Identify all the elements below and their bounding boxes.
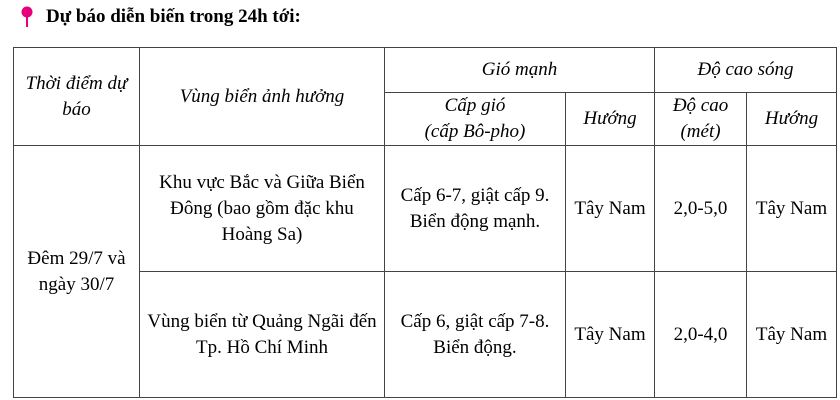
- wave-direction-cell: Tây Nam: [747, 272, 837, 398]
- map-pin-icon: [20, 6, 34, 28]
- header-wind: Gió mạnh: [385, 48, 655, 93]
- wind-level-cell: Cấp 6, giật cấp 7-8. Biển động.: [385, 272, 566, 398]
- wave-direction-cell: Tây Nam: [747, 146, 837, 272]
- wave-height-cell: 2,0-4,0: [655, 272, 747, 398]
- header-wind-level-label: Cấp gió: [444, 95, 506, 116]
- header-wave-direction: Hướng: [747, 93, 837, 146]
- header-wind-level: [385, 93, 566, 146]
- header-row: [14, 48, 837, 93]
- area-cell: Vùng biển từ Quảng Ngãi đến Tp. Hồ Chí Minh: [140, 272, 385, 398]
- wind-level-cell: Cấp 6-7, giật cấp 9. Biển động mạnh.: [385, 146, 566, 272]
- header-wave-height: [655, 93, 747, 146]
- table-row: [14, 146, 837, 272]
- header-area: Vùng biển ảnh hưởng: [140, 48, 385, 146]
- header-wave-height-label: Độ cao: [672, 95, 729, 116]
- wind-direction-cell: Tây Nam: [566, 146, 655, 272]
- forecast-table: [13, 47, 837, 398]
- wave-height-cell: 2,0-5,0: [655, 146, 747, 272]
- header-wind-direction: Hướng: [566, 93, 655, 146]
- section-heading: [20, 4, 301, 30]
- header-wave-height-unit: (mét): [680, 121, 721, 142]
- header-wind-level-unit: (cấp Bô-pho): [424, 121, 526, 142]
- header-time: Thời điểm dự báo: [14, 48, 140, 146]
- area-cell: Khu vực Bắc và Giữa Biển Đông (bao gồm đặc khu Hoàng Sa): [140, 146, 385, 272]
- wind-direction-cell: Tây Nam: [566, 272, 655, 398]
- heading-title: Dự báo diễn biến trong 24h tới:: [46, 6, 301, 27]
- header-wave: Độ cao sóng: [655, 48, 837, 93]
- time-cell: Đêm 29/7 và ngày 30/7: [14, 146, 140, 398]
